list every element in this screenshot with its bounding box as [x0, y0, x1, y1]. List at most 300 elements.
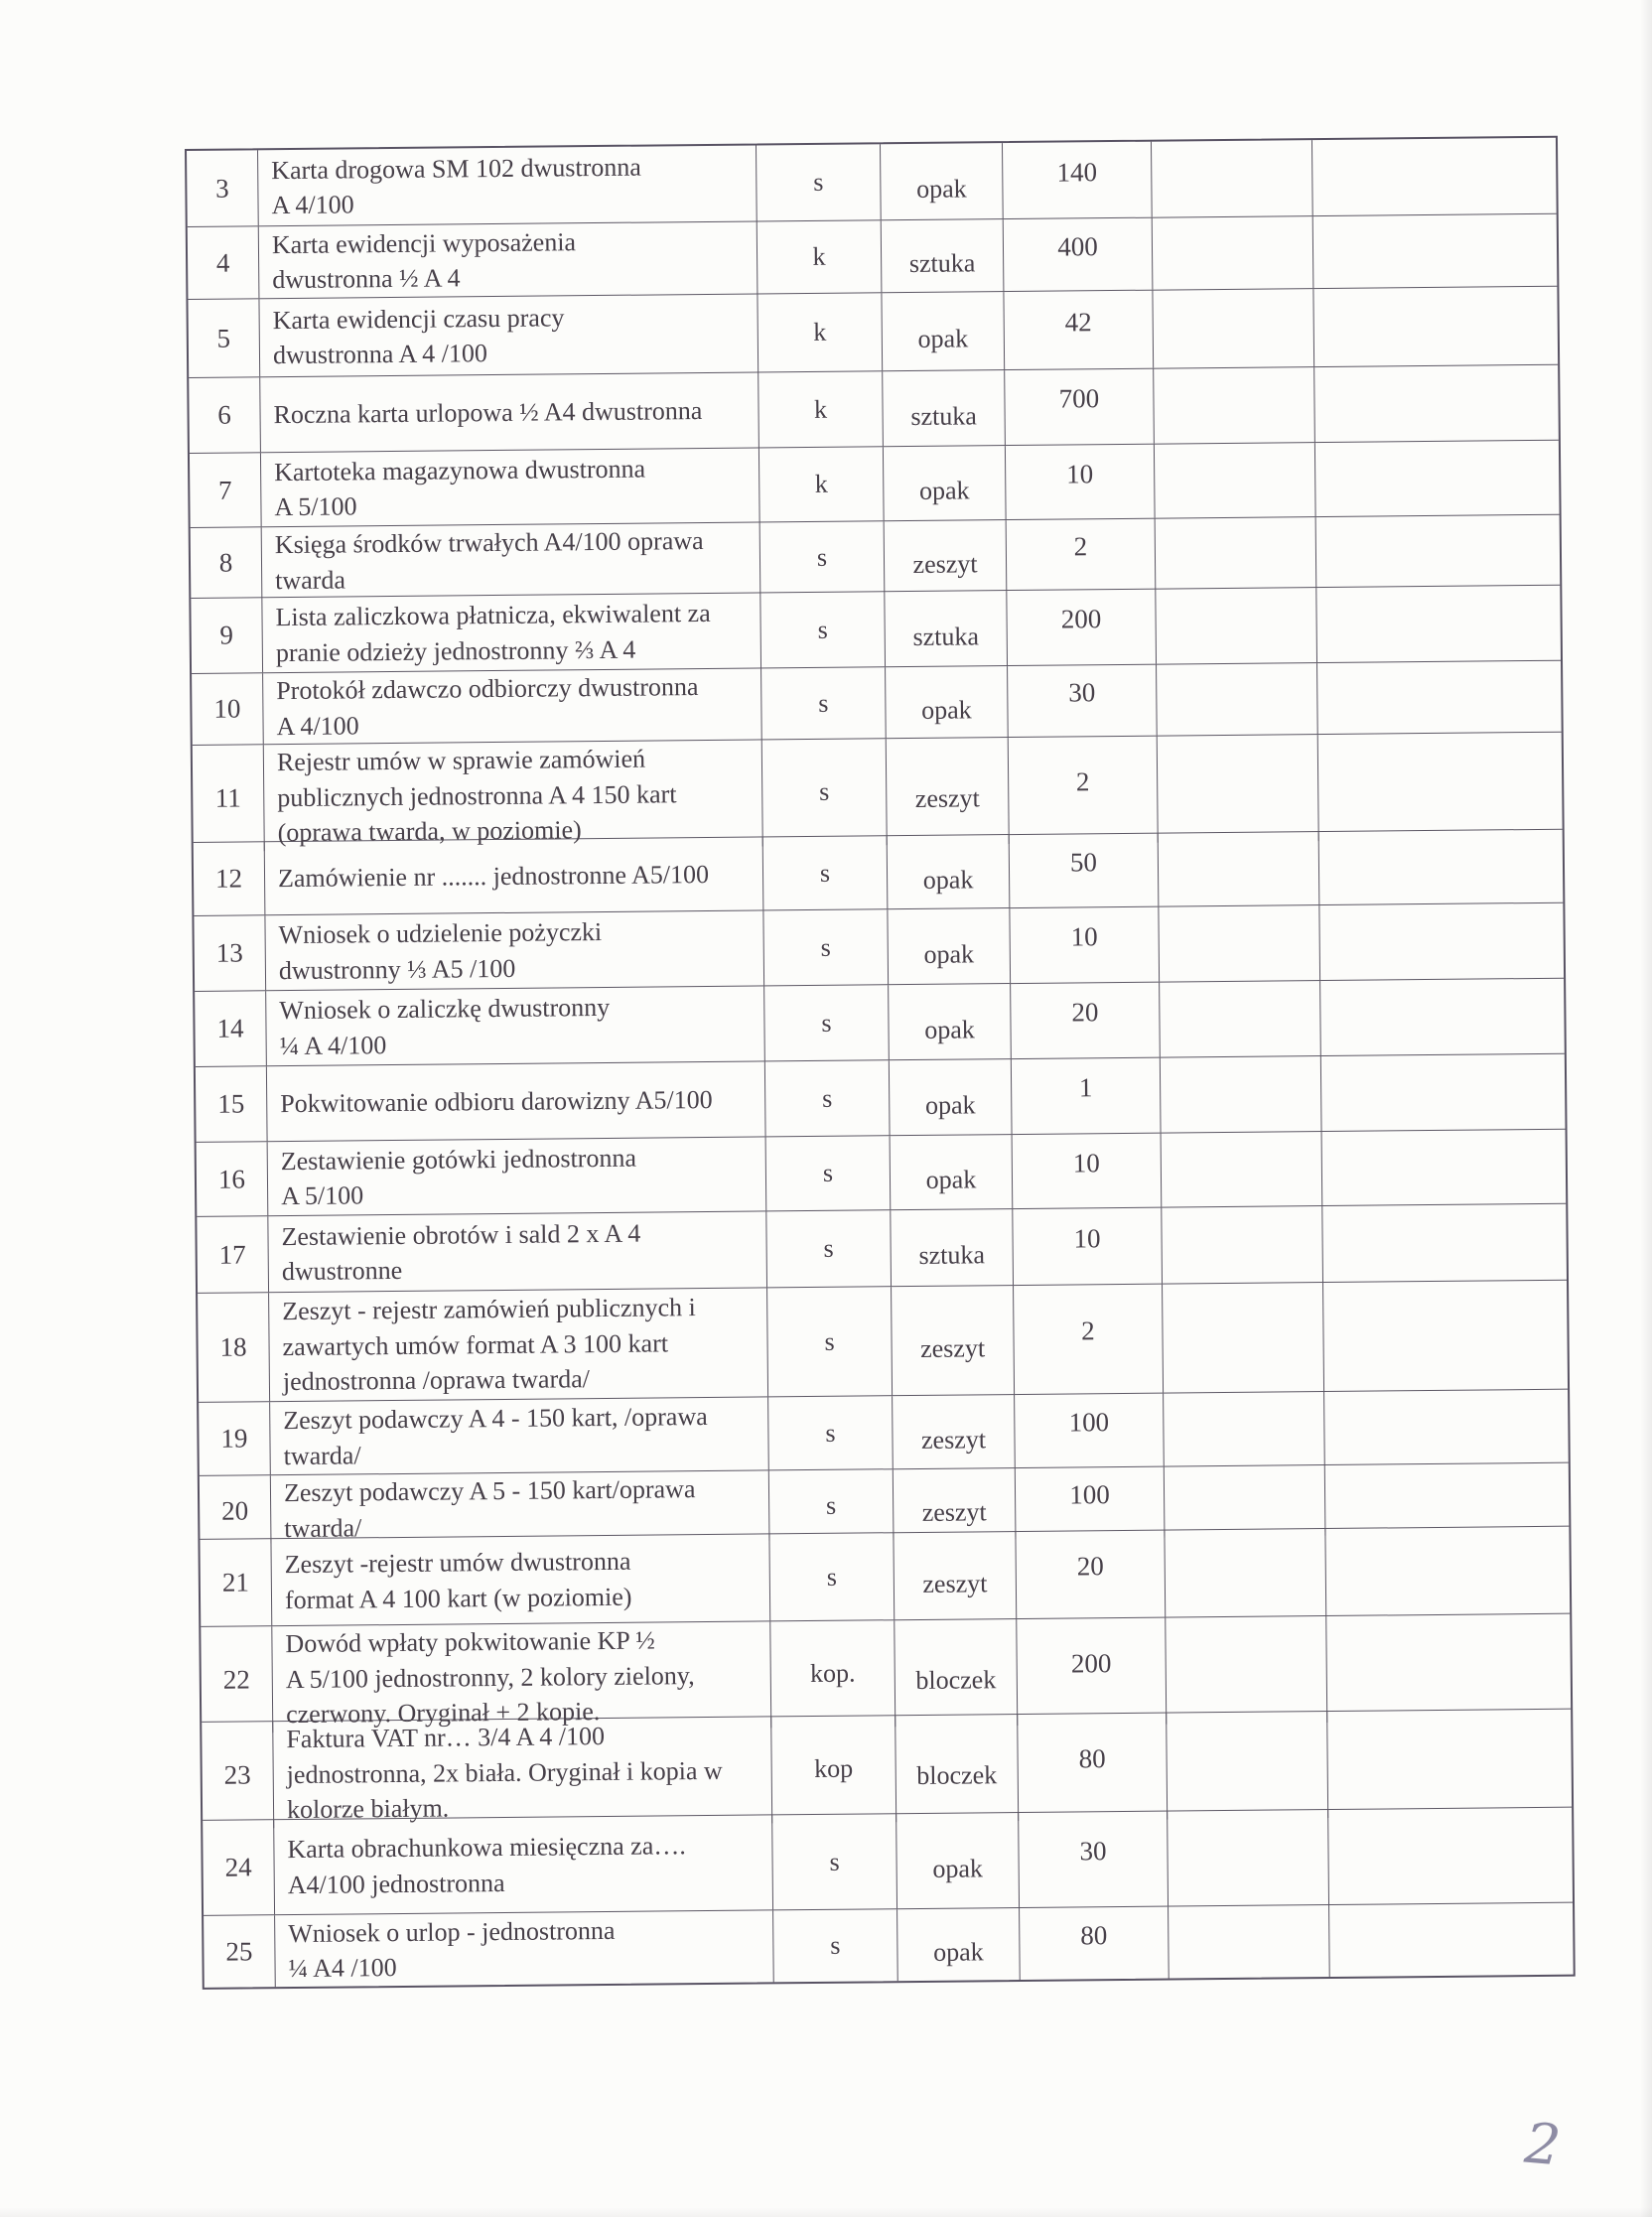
unit-cell [883, 370, 1006, 446]
row-number-cell [197, 1142, 269, 1216]
row-number-cell [200, 1475, 272, 1547]
empty-cell [1313, 214, 1558, 288]
row-number-cell-text: 17 [218, 1238, 246, 1270]
source-code-cell-text: s [829, 1847, 840, 1876]
unit-cell-text: zeszyt [922, 1568, 988, 1598]
description-cell-text: Zeszyt -rejestr umów dwustronna format A 4 100 kart (w poziomie) [284, 1546, 632, 1614]
description-cell-text: Zeszyt podawczy A 5 - 150 kart/oprawa twarda/ [283, 1474, 696, 1543]
quantity-cell [1010, 907, 1160, 983]
quantity-cell-text: 200 [1070, 1647, 1112, 1679]
unit-cell-text: opak [933, 1937, 984, 1967]
empty-cell [1325, 1527, 1570, 1615]
unit-cell [890, 1059, 1013, 1135]
description-cell-text: Pokwitowanie odbioru darowizny A5/100 [280, 1084, 713, 1118]
source-code-cell-text: s [825, 1418, 836, 1448]
empty-cell [1152, 140, 1313, 217]
source-code-cell-text: s [824, 1326, 835, 1356]
empty-cell [1312, 138, 1557, 215]
unit-cell-text: bloczek [915, 1665, 997, 1696]
source-code-cell-text: k [813, 317, 827, 346]
source-code-cell-text: s [818, 688, 829, 718]
quantity-cell [1010, 834, 1160, 907]
quantity-cell-text: 140 [1056, 156, 1098, 188]
quantity-cell [1016, 1531, 1166, 1618]
empty-cell [1325, 1463, 1570, 1536]
source-code-cell-text: s [821, 1008, 832, 1038]
row-number-cell-text: 20 [221, 1495, 249, 1526]
empty-cell [1316, 515, 1561, 588]
unit-cell-text: opak [921, 694, 972, 725]
description-cell [259, 294, 758, 376]
quantity-cell [1012, 1058, 1162, 1134]
description-cell-text: Dowód wpłaty pokwitowanie KP ½ A 5/100 jednostronny, 2 kolory zielony, czerwony. Oryginał + 2 kopie. [285, 1625, 695, 1730]
row-number-cell-text: 21 [221, 1567, 250, 1597]
quantity-cell [1020, 1907, 1170, 1980]
quantity-cell [1004, 291, 1154, 369]
quantity-cell-text: 80 [1080, 1919, 1108, 1950]
quantity-cell-text: 10 [1072, 1147, 1100, 1178]
source-code-cell [771, 1716, 896, 1823]
row-number-cell-text: 25 [225, 1935, 253, 1967]
source-code-cell [758, 371, 884, 447]
row-number-cell-text: 12 [214, 863, 243, 894]
source-code-cell [757, 293, 883, 371]
description-cell [262, 522, 761, 598]
row-number-cell [193, 745, 265, 851]
unit-cell-text: zeszyt [914, 783, 980, 814]
row-number-cell [188, 299, 260, 377]
unit-cell-text: opak [918, 476, 970, 505]
row-number-cell [188, 226, 260, 299]
source-code-cell [768, 1396, 894, 1469]
source-code-cell [772, 1814, 897, 1909]
row-number-cell [203, 1820, 275, 1915]
table-row [188, 214, 1558, 300]
unit-cell [882, 292, 1005, 370]
source-code-cell [763, 836, 889, 909]
quantity-cell-text: 2 [1075, 766, 1090, 797]
quantity-cell [1004, 218, 1154, 291]
row-number-cell [192, 673, 264, 745]
source-code-cell [773, 1909, 898, 1982]
empty-cell [1321, 1054, 1566, 1131]
table-row [194, 830, 1564, 916]
description-cell-text: Zestawienie obrotów i sald 2 x A 4 dwustronne [281, 1218, 641, 1287]
description-cell-text: Zamówienie nr ....... jednostronne A5/100 [277, 859, 710, 893]
source-code-cell-text: s [813, 167, 824, 197]
source-code-cell-text: k [812, 241, 826, 271]
table-row [197, 1130, 1567, 1217]
source-code-cell-text: k [813, 394, 828, 424]
source-code-cell-text: s [823, 1233, 834, 1263]
source-code-cell [761, 667, 887, 739]
unit-cell [888, 835, 1011, 908]
unit-cell [894, 1532, 1017, 1619]
table-row [191, 515, 1561, 599]
row-number-cell-text: 22 [222, 1664, 250, 1695]
row-number-cell-text: 19 [220, 1423, 248, 1454]
unit-cell [887, 738, 1010, 845]
quantity-cell-text: 2 [1081, 1316, 1095, 1346]
quantity-cell-text: 100 [1068, 1407, 1110, 1438]
row-number-cell-text: 10 [213, 693, 241, 724]
source-code-cell-text: kop. [809, 1658, 856, 1689]
source-code-cell [769, 1533, 895, 1620]
unit-cell-text: sztuka [908, 248, 976, 278]
table-row [193, 733, 1563, 848]
empty-cell [1167, 1712, 1328, 1819]
empty-cell [1329, 1903, 1574, 1977]
description-cell-text: Lista zaliczkowa płatnicza, ekwiwalent za pranie odzieży jednostronny ⅔ A 4 [275, 598, 711, 667]
table-row [202, 1710, 1572, 1825]
row-number-cell [195, 991, 267, 1066]
scan-edge-shading-right [1640, 0, 1652, 2217]
row-number-cell [204, 1915, 276, 1988]
table-row [190, 441, 1560, 528]
row-number-cell [191, 598, 263, 673]
quantity-cell-text: 700 [1058, 383, 1100, 414]
row-number-cell [191, 527, 263, 599]
empty-cell [1318, 733, 1563, 841]
empty-cell [1324, 1390, 1569, 1464]
table-row [200, 1527, 1570, 1627]
empty-cell [1159, 832, 1320, 906]
source-code-cell [770, 1620, 895, 1728]
empty-cell [1322, 1130, 1567, 1205]
description-cell [275, 1910, 774, 1987]
unit-cell [895, 1619, 1018, 1727]
quantity-cell [1015, 1394, 1165, 1467]
quantity-cell-text: 20 [1076, 1551, 1104, 1582]
row-number-cell [187, 150, 259, 226]
quantity-cell [1014, 1285, 1164, 1394]
description-cell [269, 1288, 768, 1401]
row-number-cell [201, 1626, 273, 1732]
description-cell-text: Karta ewidencji czasu pracy dwustronna A 4 /100 [272, 302, 565, 370]
empty-cell [1319, 830, 1564, 904]
table-row [203, 1808, 1573, 1916]
source-code-cell-text: s [822, 1158, 834, 1187]
quantity-cell-text: 400 [1057, 230, 1098, 262]
quantity-cell-text: 80 [1078, 1742, 1106, 1774]
row-number-cell [196, 1066, 268, 1142]
quantity-cell-text: 2 [1073, 531, 1088, 562]
empty-cell [1315, 441, 1560, 516]
description-cell-text: Karta obrachunkowa miesięczna za…. A4/100 jednostronna [287, 1831, 686, 1899]
quantity-cell [1013, 1134, 1163, 1208]
description-cell [270, 1397, 769, 1474]
scan-edge-shading-bottom [0, 2207, 1652, 2217]
description-cell-text: Faktura VAT nr… 3/4 A 4 /100 jednostronna, 2x biała. Oryginał i kopia w kolorze białym. [286, 1722, 723, 1825]
description-cell-text: Wniosek o udzielenie pożyczki dwustronny ⅓ A5 /100 [278, 917, 603, 985]
row-number-cell-text: 4 [215, 247, 230, 278]
description-cell [265, 910, 764, 990]
quantity-cell [1016, 1467, 1166, 1539]
source-code-cell [760, 521, 886, 593]
quantity-cell [1017, 1618, 1167, 1726]
unit-cell [891, 1209, 1014, 1286]
unit-cell [886, 666, 1009, 738]
description-cell [263, 668, 762, 744]
empty-cell [1156, 588, 1317, 664]
description-cell-text: Wniosek o urlop - jednostronna ¼ A4 /100 [288, 1915, 616, 1984]
description-cell [260, 372, 759, 452]
source-code-cell-text: s [826, 1562, 838, 1592]
row-number-cell-text: 7 [217, 475, 232, 505]
unit-cell-text: sztuka [918, 1240, 986, 1270]
row-number-cell-text: 9 [219, 620, 234, 650]
table-row [201, 1614, 1571, 1730]
empty-cell [1319, 903, 1564, 980]
unit-cell-text: opak [924, 1089, 976, 1120]
quantity-cell [1003, 142, 1153, 218]
source-code-cell [767, 1287, 893, 1396]
empty-cell [1154, 367, 1315, 444]
description-cell [266, 986, 765, 1065]
description-cell-text: Rejestr umów w sprawie zamówień publicznych jednostronna A 4 150 kart (oprawa twarda, w poziomie) [276, 744, 677, 848]
quantity-cell [1018, 1714, 1168, 1821]
quantity-cell-text: 20 [1071, 997, 1099, 1028]
source-code-cell [757, 144, 882, 220]
row-number-cell [198, 1293, 270, 1402]
table-row [195, 979, 1565, 1067]
empty-cell [1169, 1905, 1330, 1979]
source-code-cell-text: s [822, 1083, 833, 1113]
unit-cell-text: opak [917, 324, 969, 353]
quantity-cell [1013, 1208, 1163, 1285]
description-cell-text: Protokół zdawczo odbiorczy dwustronna A 4/100 [276, 672, 699, 741]
empty-cell [1317, 661, 1562, 734]
quantity-cell-text: 10 [1066, 458, 1094, 488]
quantity-cell [1008, 665, 1158, 737]
unit-cell [882, 219, 1005, 292]
empty-cell [1165, 1465, 1326, 1538]
quantity-cell [1007, 519, 1157, 591]
row-number-cell-text: 15 [217, 1088, 245, 1119]
description-cell [272, 1621, 771, 1732]
row-number-cell-text: 24 [224, 1852, 252, 1882]
unit-cell [888, 908, 1011, 984]
source-code-cell-text: k [814, 469, 828, 498]
description-cell-text: Zeszyt - rejestr zamówień publicznych i zawartych umów format A 3 100 kart jednostronna /oprawa twarda/ [282, 1293, 696, 1397]
description-cell-text: Karta drogowa SM 102 dwustronna A 4/100 [271, 152, 641, 220]
empty-cell [1164, 1392, 1325, 1466]
unit-cell [896, 1813, 1020, 1908]
table-row [191, 586, 1561, 674]
empty-cell [1326, 1614, 1571, 1723]
source-code-cell-text: s [819, 858, 831, 888]
table-row [192, 661, 1562, 746]
source-code-cell-text: s [820, 932, 831, 962]
row-number-cell-text: 23 [223, 1759, 251, 1790]
source-code-cell [765, 1060, 891, 1136]
row-number-cell-text: 8 [218, 547, 233, 578]
row-number-cell-text: 13 [215, 937, 243, 968]
quantity-cell-text: 10 [1073, 1222, 1101, 1253]
quantity-cell [1007, 590, 1157, 665]
empty-cell [1156, 517, 1317, 590]
row-number-cell [190, 453, 262, 527]
row-number-cell [194, 915, 266, 991]
quantity-cell-text: 10 [1070, 921, 1098, 952]
row-number-cell-text: 5 [216, 323, 231, 353]
table-row [198, 1281, 1568, 1403]
empty-cell [1162, 1132, 1323, 1207]
quantity-cell-text: 50 [1069, 847, 1098, 878]
unit-cell-text: sztuka [910, 400, 977, 431]
handwritten-page-number: 2 [1522, 2111, 1564, 2179]
row-number-cell-text: 16 [217, 1163, 246, 1194]
quantity-cell [1011, 983, 1161, 1058]
forms-inventory-table [185, 136, 1576, 1990]
empty-cell [1328, 1808, 1573, 1904]
table-row [187, 138, 1557, 227]
quantity-cell-text: 100 [1069, 1479, 1110, 1510]
source-code-cell [763, 909, 889, 985]
unit-cell [897, 1908, 1021, 1981]
unit-cell [885, 520, 1008, 592]
unit-cell-text: sztuka [912, 621, 980, 651]
unit-cell [893, 1395, 1016, 1468]
description-cell [261, 448, 760, 526]
source-code-cell [769, 1469, 895, 1541]
quantity-cell [1006, 445, 1156, 519]
unit-cell [891, 1135, 1014, 1209]
unit-cell [889, 984, 1012, 1059]
source-code-cell-text: s [819, 777, 830, 807]
unit-cell [894, 1468, 1017, 1540]
row-number-cell-text: 11 [214, 782, 241, 813]
source-code-cell [757, 220, 883, 293]
row-number-cell [194, 842, 266, 915]
description-cell-text: Zeszyt podawczy A 4 - 150 kart, /oprawa twarda/ [283, 1402, 708, 1470]
quantity-cell-text: 200 [1060, 604, 1102, 634]
unit-cell-text: opak [925, 1165, 977, 1194]
empty-cell [1161, 1056, 1322, 1133]
row-number-cell-text: 6 [217, 399, 231, 430]
empty-cell [1327, 1710, 1572, 1818]
empty-cell [1322, 1204, 1567, 1282]
empty-cell [1165, 1529, 1326, 1617]
source-code-cell-text: s [830, 1930, 841, 1960]
unit-cell-text: opak [923, 938, 975, 969]
unit-cell-text: zeszyt [921, 1496, 987, 1527]
table-row [197, 1204, 1567, 1294]
source-code-cell [766, 1210, 892, 1287]
unit-cell-text: opak [924, 1014, 975, 1044]
description-cell [274, 1815, 773, 1914]
source-code-cell [764, 985, 890, 1060]
row-number-cell-text: 3 [214, 173, 229, 204]
description-cell [262, 593, 761, 672]
row-number-cell [199, 1402, 271, 1475]
empty-cell [1158, 735, 1319, 842]
source-code-cell [759, 447, 885, 521]
description-cell-text: Karta ewidencji wyposażenia dwustronna ½ A 4 [271, 226, 577, 295]
unit-cell-text: zeszyt [920, 1424, 987, 1455]
source-code-cell [766, 1136, 892, 1210]
unit-cell-text: opak [916, 174, 967, 204]
unit-cell-text: zeszyt [912, 548, 978, 579]
table-row [196, 1054, 1566, 1143]
empty-cell [1162, 1206, 1323, 1284]
quantity-cell-text: 30 [1068, 677, 1096, 708]
empty-cell [1320, 979, 1565, 1055]
source-code-cell [762, 739, 888, 846]
unit-cell-text: opak [932, 1853, 984, 1883]
empty-cell [1313, 287, 1558, 366]
description-cell [268, 1137, 767, 1215]
table-row [188, 287, 1558, 378]
unit-cell-text: bloczek [916, 1760, 998, 1791]
description-cell-text: Zestawienie gotówki jednostronna A 5/100 [280, 1143, 637, 1211]
unit-cell [892, 1286, 1015, 1395]
description-cell-text: Księga środków trwałych A4/100 oprawa twarda [274, 526, 704, 595]
row-number-cell [189, 377, 261, 453]
empty-cell [1168, 1810, 1329, 1906]
empty-cell [1316, 586, 1561, 662]
description-cell [264, 740, 763, 850]
empty-cell [1159, 905, 1320, 982]
empty-cell [1314, 365, 1559, 442]
description-cell-text: Kartoteka magazynowa dwustronna A 5/100 [273, 454, 646, 522]
source-code-cell-text: kop [814, 1753, 854, 1784]
description-cell [259, 221, 758, 298]
empty-cell [1157, 663, 1318, 736]
table-row [189, 365, 1559, 454]
unit-cell [895, 1715, 1019, 1822]
quantity-cell-text: 42 [1064, 306, 1092, 337]
quantity-cell-text: 1 [1078, 1072, 1093, 1103]
table-row [194, 903, 1564, 992]
quantity-cell [1009, 737, 1159, 844]
empty-cell [1153, 289, 1314, 368]
table-row [204, 1903, 1574, 1988]
empty-cell [1163, 1283, 1324, 1393]
description-cell [273, 1717, 772, 1827]
description-cell [268, 1211, 767, 1292]
quantity-cell [1005, 369, 1155, 445]
unit-cell [884, 446, 1007, 520]
source-code-cell [760, 592, 886, 667]
empty-cell [1155, 443, 1316, 518]
quantity-cell [1019, 1812, 1169, 1907]
description-cell-text: Roczna karta urlopowa ½ A4 dwustronna [273, 395, 703, 429]
row-number-cell-text: 18 [219, 1331, 247, 1362]
empty-cell [1166, 1616, 1327, 1724]
source-code-cell-text: s [817, 615, 828, 644]
description-cell [258, 145, 757, 225]
row-number-cell [197, 1216, 269, 1293]
row-number-cell-text: 14 [216, 1013, 244, 1043]
description-cell-text: Wniosek o zaliczkę dwustronny ¼ A 4/100 [279, 992, 611, 1060]
empty-cell [1153, 216, 1314, 290]
table-row [199, 1390, 1569, 1476]
description-cell [267, 1061, 766, 1141]
unit-cell [885, 591, 1008, 666]
row-number-cell [200, 1539, 272, 1626]
source-code-cell-text: s [825, 1490, 837, 1520]
row-number-cell [202, 1722, 274, 1828]
unit-cell-text: opak [922, 864, 974, 895]
quantity-cell-text: 30 [1079, 1836, 1107, 1867]
empty-cell [1323, 1281, 1568, 1391]
description-cell [271, 1534, 770, 1625]
unit-cell [881, 143, 1004, 219]
unit-cell-text: zeszyt [920, 1332, 986, 1363]
source-code-cell-text: s [816, 542, 828, 572]
description-cell [265, 837, 764, 914]
